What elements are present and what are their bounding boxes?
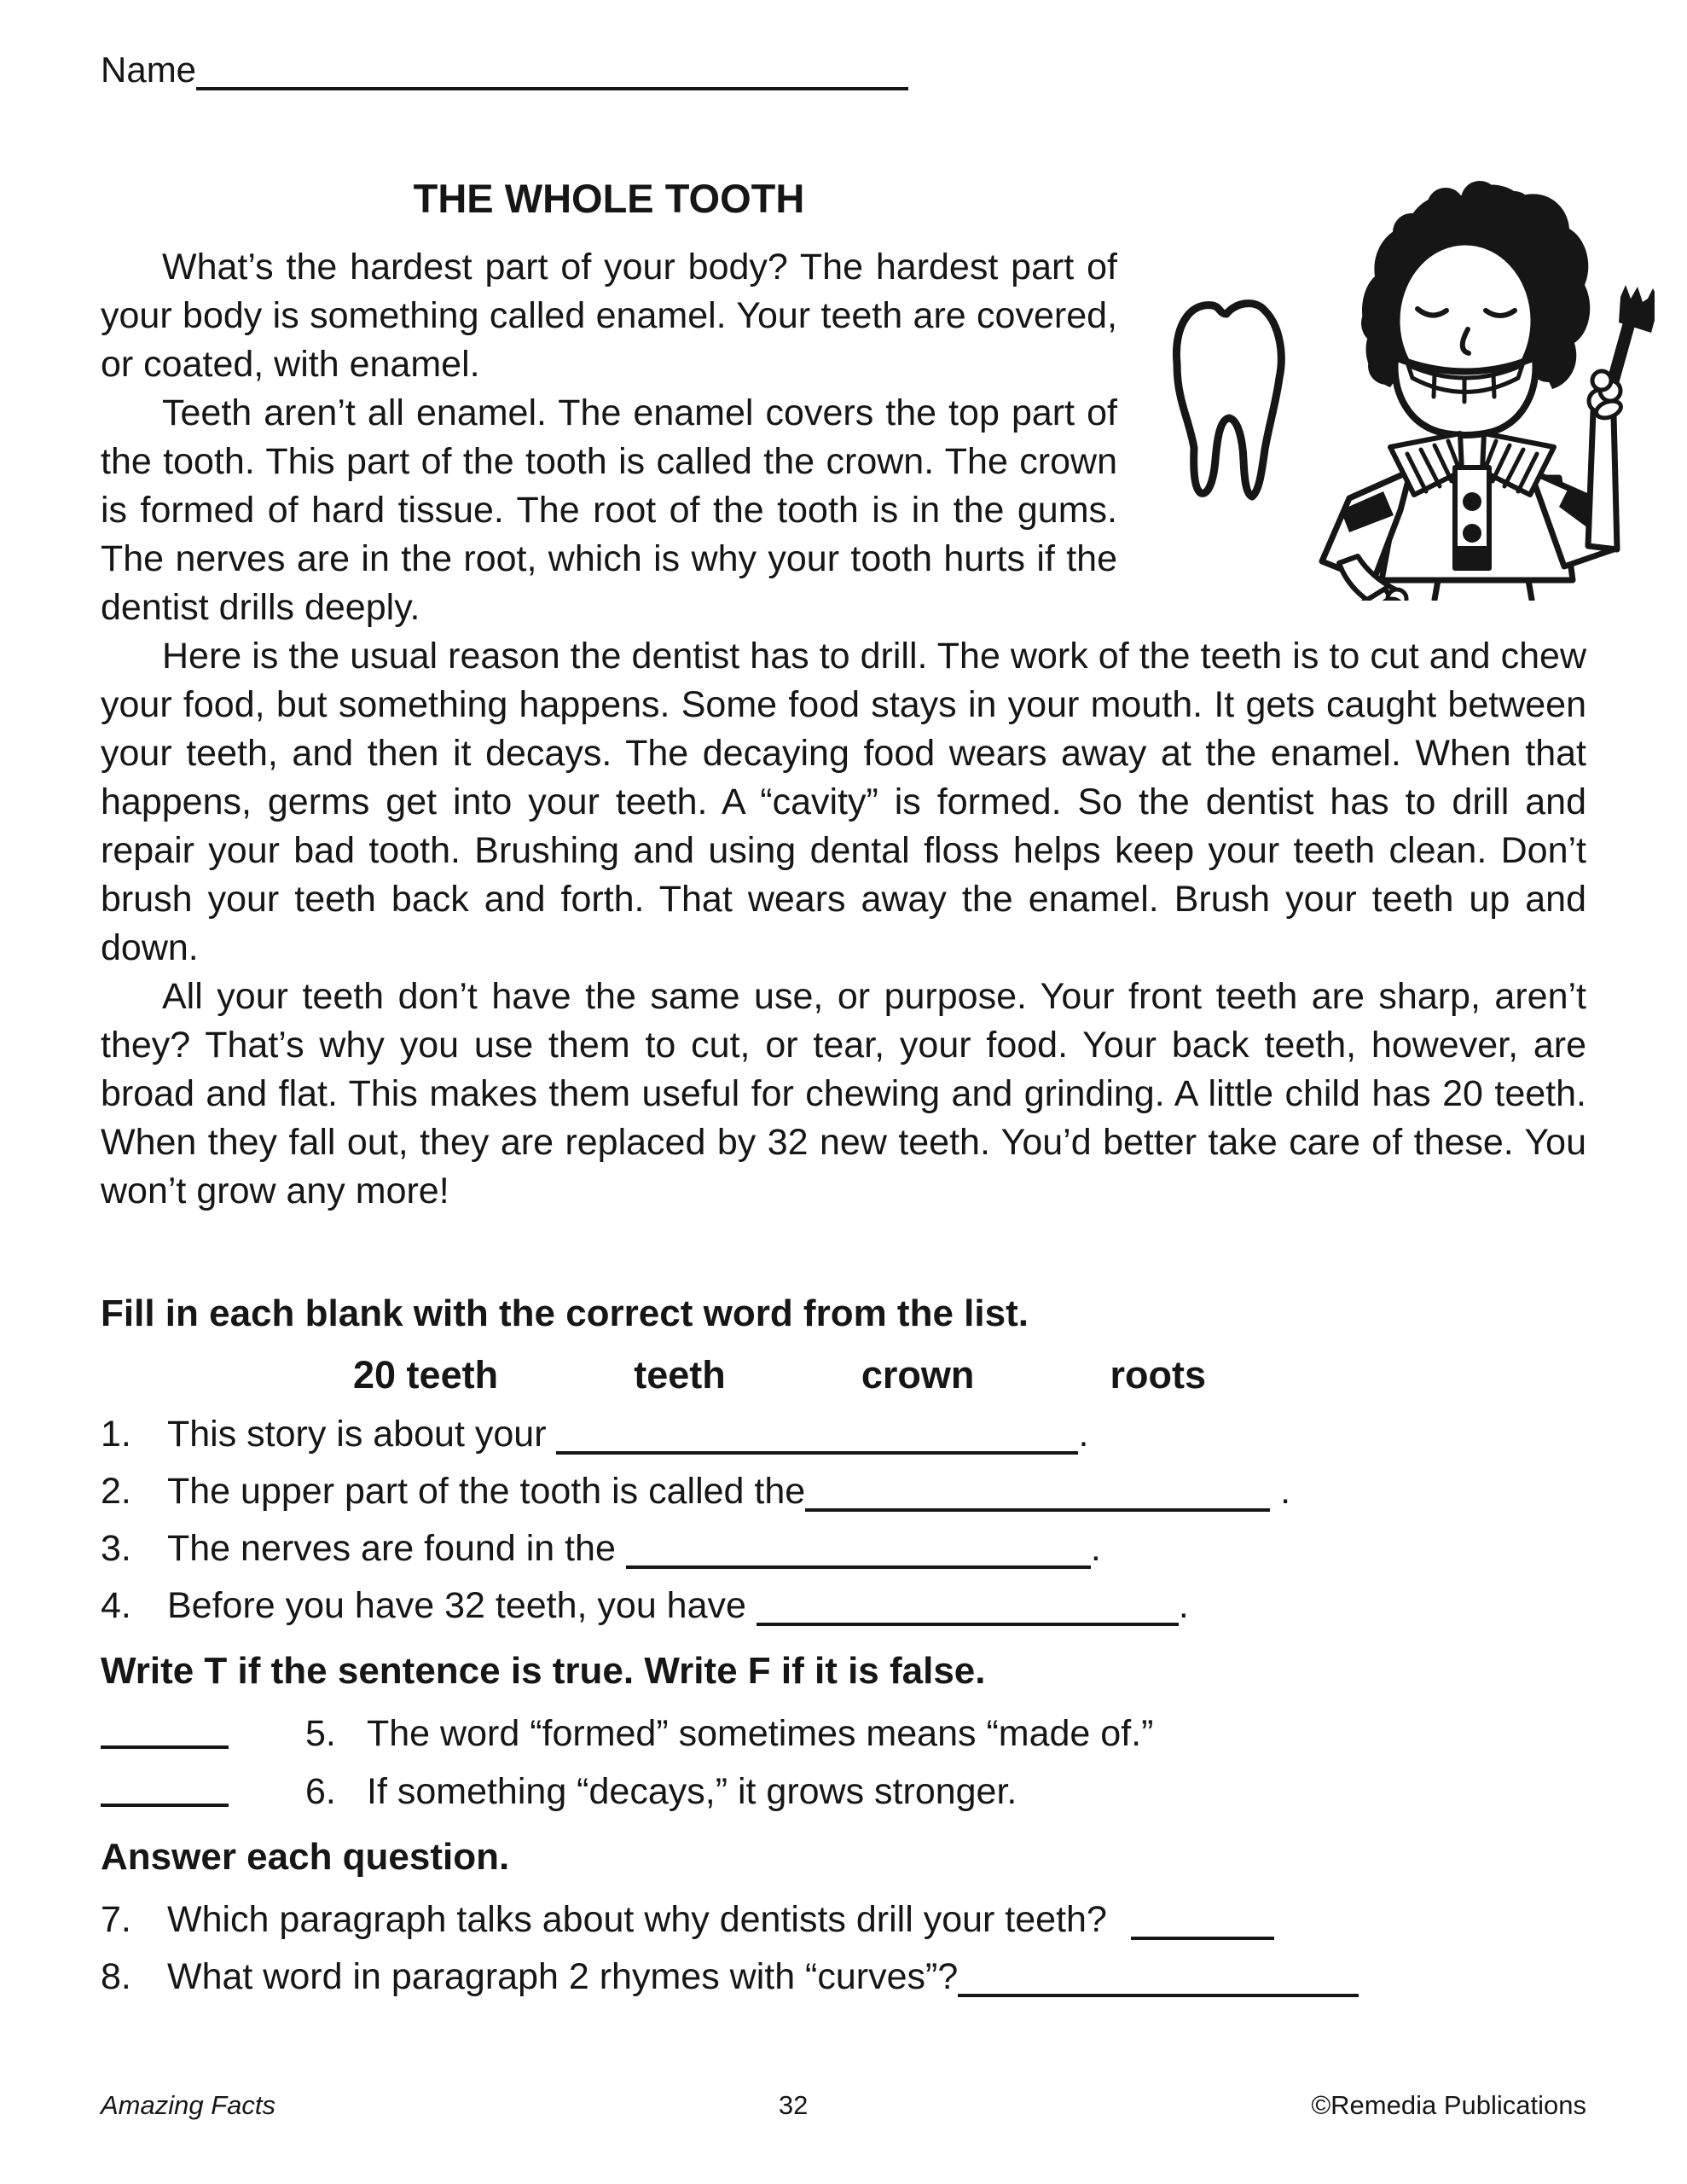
fill-in-question-1 <box>101 1409 1586 1460</box>
fill-in-question-4 <box>101 1580 1586 1631</box>
true-false-heading: Write T if the sentence is true. Write F if it is false. <box>101 1650 986 1692</box>
person-icon <box>1322 181 1655 601</box>
answer-blank-4[interactable] <box>757 1585 1179 1626</box>
story-paragraph-4: All your teeth don’t have the same use, or purpose. Your front teeth are sharp, aren’t they? That’s why you use them to cut, or tear, your food. Your back teeth, however, are broad and flat. This makes them useful for chewing and grinding. A little child has 20 teeth. When they fall out, they are replaced by 32 new teeth. You’d better take care of these. You won’t grow any more! <box>101 976 1586 1211</box>
question-number: 3. <box>101 1528 131 1569</box>
name-row <box>101 44 1586 96</box>
answer-question-8 <box>101 1951 1586 2002</box>
footer-publisher: ©Remedia Publications <box>1311 2090 1586 2120</box>
true-false-question-6 <box>101 1766 1586 1817</box>
story-paragraph-2: Teeth aren’t all enamel. The enamel covers the top part of the tooth. This part of the tooth is called the crown. The crown is formed of hard tissue. The root of the tooth is in the gums. The nerves are in the root, which is why your tooth hurts if the dentist drills deeply. <box>101 392 1117 628</box>
question-text <box>167 1894 1586 1945</box>
question-text-before: This story is about your <box>167 1414 557 1455</box>
question-text-after: . <box>1090 1528 1101 1569</box>
footer-book-title: Amazing Facts <box>101 2090 276 2120</box>
word-bank-item: roots <box>1110 1353 1206 1397</box>
true-false-question-5 <box>101 1708 1586 1759</box>
question-text-after: . <box>1270 1471 1291 1512</box>
question-text-before: What word in paragraph 2 rhymes with “curves”? <box>167 1956 959 1997</box>
question-text <box>167 1951 1586 2002</box>
story-paragraph-3: Here is the usual reason the dentist has to drill. The work of the teeth is to cut and chew your food, but something happens. Some food stays in your mouth. It gets caught between your teeth, and then it decays. The decaying food wears away at the enamel. When that happens, germs get into your teeth. A “cavity” is formed. So the dentist has to drill and repair your bad tooth. Brushing and using dental floss helps keep your teeth clean. Don’t brush your teeth back and forth. That wears away the enamel. Brush your teeth up and down. <box>101 636 1586 968</box>
name-label: Name <box>101 49 197 90</box>
question-text-before: The upper part of the tooth is called the <box>167 1471 806 1512</box>
question-number: 8. <box>101 1956 131 1997</box>
illustration <box>1126 174 1586 601</box>
question-text-before: Before you have 32 teeth, you have <box>167 1585 757 1626</box>
question-text <box>167 1580 1586 1631</box>
answer-blank-8[interactable] <box>958 1956 1359 1997</box>
question-text <box>167 1409 1586 1460</box>
answer-blank-7[interactable] <box>1131 1899 1274 1940</box>
worksheet-title: THE WHOLE TOOTH <box>413 176 805 221</box>
question-number: 2. <box>101 1471 131 1512</box>
story-section <box>101 174 1586 1216</box>
question-number: 6. <box>305 1771 336 1812</box>
answer-blank-3[interactable] <box>626 1528 1091 1569</box>
question-text-before: The nerves are found in the <box>167 1528 626 1569</box>
question-text <box>167 1523 1586 1574</box>
question-text-after: . <box>1078 1414 1089 1455</box>
answer-blank-2[interactable] <box>805 1471 1270 1512</box>
word-bank <box>353 1350 1206 1400</box>
true-false-blank-5[interactable] <box>101 1708 229 1749</box>
true-false-blank-6[interactable] <box>101 1766 229 1807</box>
tooth-icon <box>1176 304 1281 497</box>
name-blank[interactable] <box>196 49 908 90</box>
question-text <box>167 1466 1586 1517</box>
question-text-before: Which paragraph talks about why dentists drill your teeth? <box>167 1899 1117 1940</box>
word-bank-item: crown <box>861 1353 975 1397</box>
story-paragraph-1: What’s the hardest part of your body? The hardest part of your body is something called enamel. Your teeth are covered, or coated, with enamel. <box>101 247 1117 385</box>
tooth-and-child-illustration <box>1126 174 1655 601</box>
fill-in-heading: Fill in each blank with the correct word from the list. <box>101 1292 1029 1334</box>
question-number: 4. <box>101 1585 131 1626</box>
word-bank-item: teeth <box>634 1353 726 1397</box>
page-footer <box>101 2090 1586 2121</box>
question-number: 1. <box>101 1414 131 1455</box>
question-text: The word “formed” sometimes means “made of.” <box>367 1713 1154 1754</box>
answer-blank-1[interactable] <box>556 1414 1078 1455</box>
exercises-section <box>101 1289 1586 2002</box>
fill-in-question-2 <box>101 1466 1586 1517</box>
question-number: 5. <box>305 1713 336 1754</box>
fill-in-question-3 <box>101 1523 1586 1574</box>
answer-question-7 <box>101 1894 1586 1945</box>
question-number: 7. <box>101 1899 131 1940</box>
word-bank-item: 20 teeth <box>353 1353 499 1397</box>
question-text: If something “decays,” it grows stronger. <box>367 1771 1017 1812</box>
answer-heading: Answer each question. <box>101 1836 510 1878</box>
question-text-after: . <box>1178 1585 1189 1626</box>
footer-page-number: 32 <box>778 2090 809 2120</box>
